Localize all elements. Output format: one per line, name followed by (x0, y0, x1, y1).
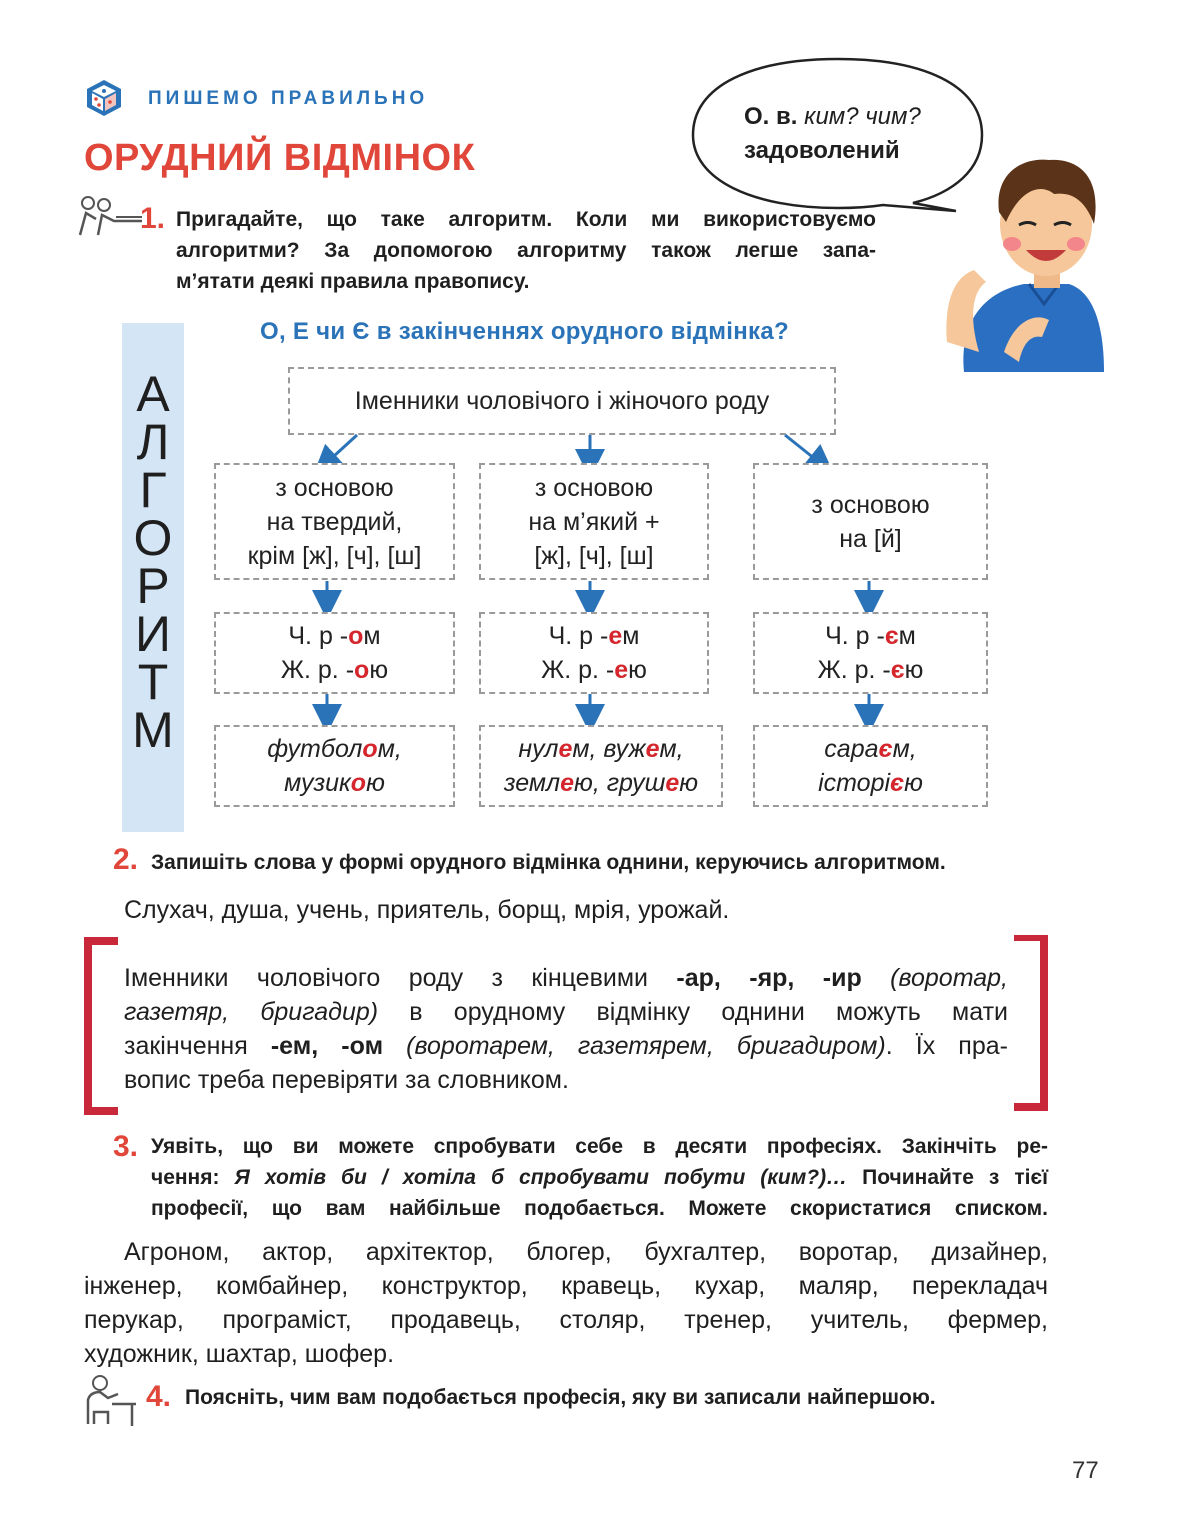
task1-number: 1. (140, 202, 166, 235)
rule-text: Іменники чоловічого роду з кінцевими -ар, -яр, -ир (воротар, газетяр, бригадир) в орудному відмінку однини можуть мати закінчення -ем, -ом (воротарем, газетярем, бригадиром). Їх пра- вопис треба перевіряти за словником. (124, 964, 1008, 1094)
profession-list: Агроном, актор, архітектор, блогер, бухгалтер, воротар, дизайнер, інженер, комбайнер, конструктор, кравець, кухар, маляр, перекладач перукар, програміст, продавець, столяр, тренер, учитель, фермер, художник, шахтар, шофер. (84, 1238, 1048, 1368)
col3-example-box: сараєм, історією (753, 725, 988, 807)
dice-icon (84, 78, 124, 118)
desk-work-icon (82, 1374, 138, 1428)
task2-number: 2. (113, 843, 139, 876)
col3-stem-box: з основою на [й] (753, 463, 988, 580)
col1-example-box: футболом, музикою (214, 725, 455, 807)
task1-text: Пригадайте, що таке алгоритм. Коли ми використовуємо алгоритми? За допомогою алгоритму також легше запа- м’ятати деякі правила правопису. (176, 208, 876, 293)
task4-text: Поясніть, чим вам подобається професія, яку ви записали найпершою. (185, 1386, 936, 1409)
section-label: ПИШЕМО ПРАВИЛЬНО (148, 88, 429, 109)
col1-ending-box: Ч. р -ом Ж. р. -ою (214, 612, 455, 694)
task2-words: Слухач, душа, учень, приятель, борщ, мрія, урожай. (124, 896, 730, 924)
task3-text: Уявіть, що ви можете спробувати себе в десяти професіях. Закінчіть ре- чення: Я хотів би / хотіла б спробувати побути (ким?)… Починайте з тієї професії, що вам найбільше подобається. Можете скористатися списком. (151, 1135, 1048, 1220)
top-box: Іменники чоловічого і жіночого роду (288, 367, 836, 435)
col3-ending-box: Ч. р -єм Ж. р. -єю (753, 612, 988, 694)
pair-work-icon (76, 195, 146, 239)
col1-stem-box: з основою на твердий, крім [ж], [ч], [ш] (214, 463, 455, 580)
col2-ending-box: Ч. р -ем Ж. р. -ею (479, 612, 709, 694)
page-number: 77 (1072, 1457, 1099, 1484)
speech-text: О. в. ким? чим? задоволений (744, 103, 921, 164)
task2-text: Запишіть слова у формі орудного відмінка однини, керуючись алгоритмом. (151, 851, 946, 874)
boy-illustration (944, 152, 1104, 372)
col2-example-box: нулем, вужем, землею, грушею (479, 725, 723, 807)
algorithm-question: О, Е чи Є в закінченнях орудного відмінка? (260, 318, 789, 345)
algorithm-vertical-label: А Л Г О Р И Т М (132, 366, 174, 758)
task4-number: 4. (146, 1380, 172, 1413)
page-title: ОРУДНИЙ ВІДМІНОК (84, 137, 476, 179)
task3-number: 3. (113, 1130, 139, 1163)
col2-stem-box: з основою на м’який + [ж], [ч], [ш] (479, 463, 709, 580)
